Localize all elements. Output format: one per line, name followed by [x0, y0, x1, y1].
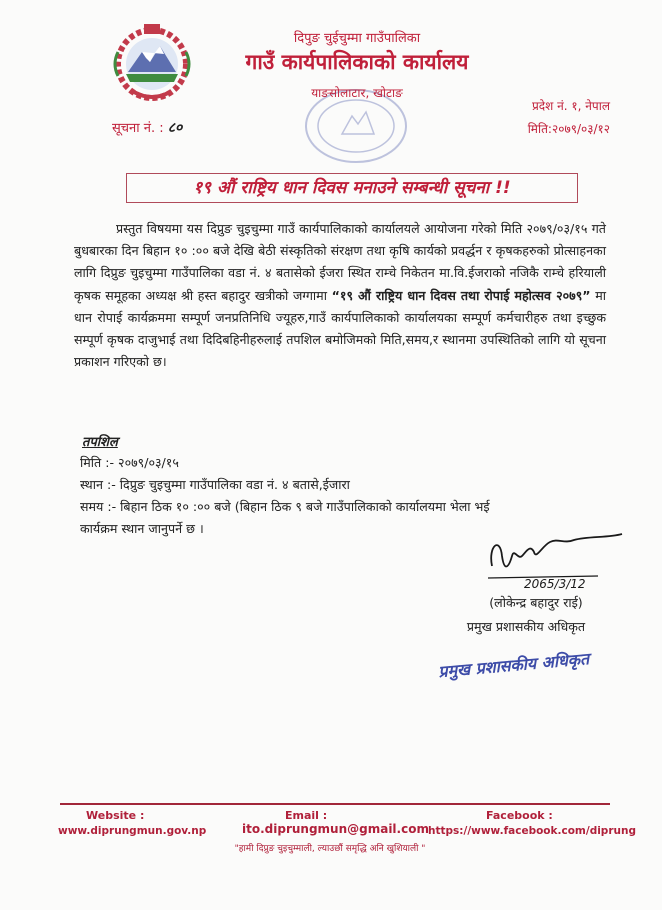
footer-website-label: Website : [86, 809, 145, 822]
details-time-continued: कार्यक्रम स्थान जानुपर्ने छ । [80, 521, 204, 536]
details-time: समय :- बिहान ठिक १० :०० बजे (बिहान ठिक ९ बजे गाउँपालिकाको कार्यालयमा भेला भई [80, 499, 490, 514]
footer-facebook-link[interactable]: https://www.facebook.com/diprung [428, 825, 636, 837]
province-label: प्रदेश नं. १, नेपाल [531, 99, 610, 113]
details-heading: तपशिल [82, 435, 118, 450]
body-text-part1: प्रस्तुत विषयमा यस दिप्रुङ चुइचुम्मा गाउँ कार्यपालिकाको कार्यालयले आयोजना गरेको मिति २०७९/०३/१५ गते बुधबारका दिन बिहान १० :०० बजे देखि बेठी संस्कृतिको संरक्षण तथा कृषि कार्यको प्रवर्द्धन र कृषकहरुको प्रोत्साहनका लागि दिप्रुङ चुइचुम्मा गाउँपालिका वडा नं. ४ बतासेको ईजरा स्थित राम्चे निकेतन मा.वि.ईजराको नजिकै राम्चे हरियाली कृषक समूहका अध्यक्ष श्री हस्त बहादुर खत्रीको जग्गामा [74, 221, 606, 303]
handwritten-signature [478, 526, 628, 592]
notice-body-paragraph [74, 218, 606, 373]
footer-divider [60, 803, 610, 805]
notice-title-banner [126, 173, 578, 203]
footer-facebook-label: Facebook : [486, 809, 553, 822]
notice-reference-number: ८० [167, 120, 183, 136]
details-place: स्थान :- दिप्रुङ चुइचुम्मा गाउँपालिका वडा नं. ४ बतासे,ईजारा [80, 477, 350, 492]
signature-date: 2065/3/12 [524, 577, 586, 591]
signer-title: प्रमुख प्रशासकीय अधिकृत [466, 619, 586, 634]
body-text-event-name: “१९ औं राष्ट्रिय धान दिवस तथा रोपाई महोत्सव २०७९” [331, 287, 591, 303]
body-text-part2: मा धान रोपाई कार्यक्रममा सम्पूर्ण जनप्रतिनिधि ज्यूहरु,गाउँ कार्यपालिकाको कार्यालयका सम्पूर्ण कर्मचारीहरु तथा इच्छुक सम्पूर्ण कृषक दाजुभाई तथा दिदिबहिनीहरुलाई तपशिल बमोजिमको मिति,समय,र स्थानमा उपस्थितिको लागि यो सूचना प्रकाशन गरिएको छ। [74, 287, 607, 370]
footer-email-link[interactable]: ito.diprungmun@gmail.com [242, 822, 429, 836]
notice-title: १९ औं राष्ट्रिय धान दिवस मनाउने सम्बन्धी सूचना !! [193, 178, 511, 198]
designation-seal: प्रमुख प्रशासकीय अधिकृत [437, 649, 590, 682]
nepal-emblem-logo [104, 22, 200, 106]
footer-motto: "हामी दिप्रुङ चुइचुम्माली, ल्याउछौं समृद्धि अनि खुशियाली " [234, 844, 426, 854]
footer-website-link[interactable]: www.diprungmun.gov.np [58, 825, 207, 837]
details-date: मिति :- २०७९/०३/१५ [80, 455, 179, 470]
signer-name: (लोकेन्द्र बहादुर राई) [489, 595, 583, 610]
notice-reference-label: सूचना नं. : [112, 121, 164, 136]
footer-email-label: Email : [285, 809, 328, 822]
office-address: याङसोलाटार, खोटाङ [311, 86, 403, 100]
notice-reference [112, 118, 182, 137]
notice-date: मिति:२०७९/०३/१२ [527, 122, 610, 136]
office-title: गाउँ कार्यपालिकाको कार्यालय [245, 49, 469, 74]
municipality-name: दिपुङ चुईचुम्मा गाउँपालिका [293, 31, 421, 46]
